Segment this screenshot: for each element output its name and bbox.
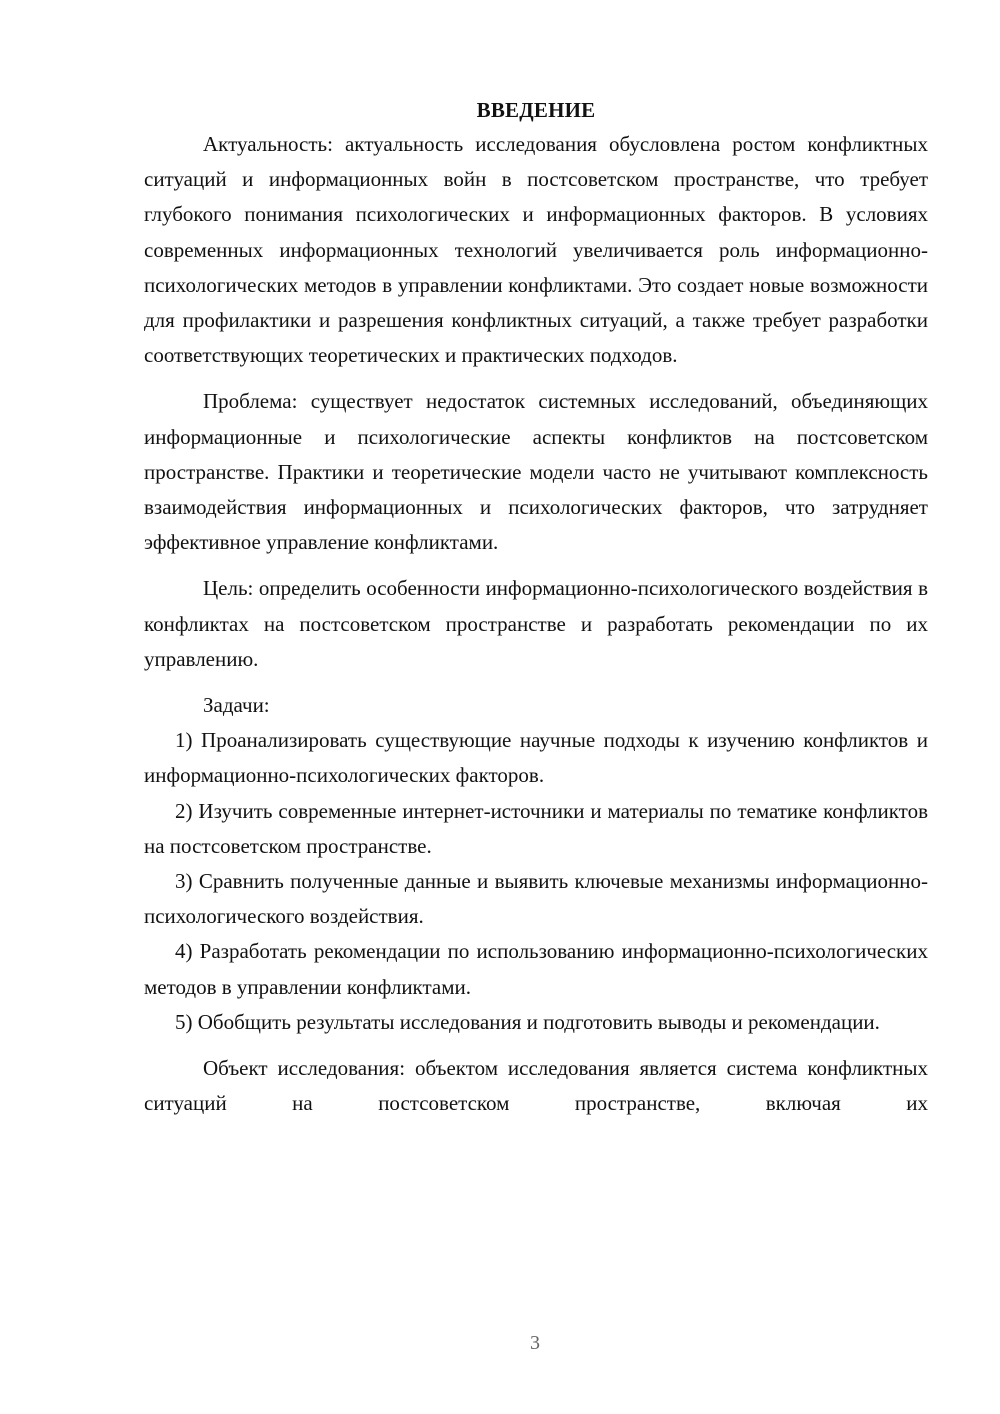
list-item: 4) Разработать рекомендации по использованию информационно-психологических методов в управлении конфликтами.	[144, 939, 928, 999]
tasks-list	[144, 723, 928, 1040]
page-title: ВВЕДЕНИЕ	[476, 98, 596, 122]
list-item: 1) Проанализировать существующие научные подходы к изучению конфликтов и информационно-психологических факторов.	[144, 728, 928, 788]
problem-paragraph: Проблема: существует недостаток системных исследований, объединяющих информационные и психологические аспекты конфликтов на постсоветском пространстве. Практики и теоретические модели часто не учитывают комплексность взаимодействия информационных и психологических факторов, что затрудняет эффективное управление конфликтами.	[144, 389, 928, 555]
goal-paragraph: Цель: определить особенности информационно-психологического воздействия в конфликтах на постсоветском пространстве и разработать рекомендации по их управлению.	[144, 576, 928, 671]
relevance-paragraph: Актуальность: актуальность исследования обусловлена ростом конфликтных ситуаций и информационных войн в постсоветском пространстве, что требует глубокого понимания психологических и информационных факторов. В условиях современных информационных технологий увеличивается роль информационно-психологических методов в управлении конфликтами. Это создает новые возможности для профилактики и разрешения конфликтных ситуаций, а также требует разработки соответствующих теоретических и практических подходов.	[144, 132, 928, 368]
list-item: 5) Обобщить результаты исследования и подготовить выводы и рекомендации.	[175, 1009, 880, 1034]
tasks-heading: Задачи:	[203, 693, 270, 718]
page-number: 3	[530, 1332, 540, 1354]
object-paragraph: Объект исследования: объектом исследования является система конфликтных ситуаций на постсоветском пространстве, включая их	[144, 1056, 928, 1116]
document-page	[144, 95, 928, 1121]
list-item: 2) Изучить современные интернет-источники и материалы по тематике конфликтов на постсоветском пространстве.	[144, 798, 928, 858]
list-item: 3) Сравнить полученные данные и выявить ключевые механизмы информационно-психологического воздействия.	[144, 869, 928, 929]
